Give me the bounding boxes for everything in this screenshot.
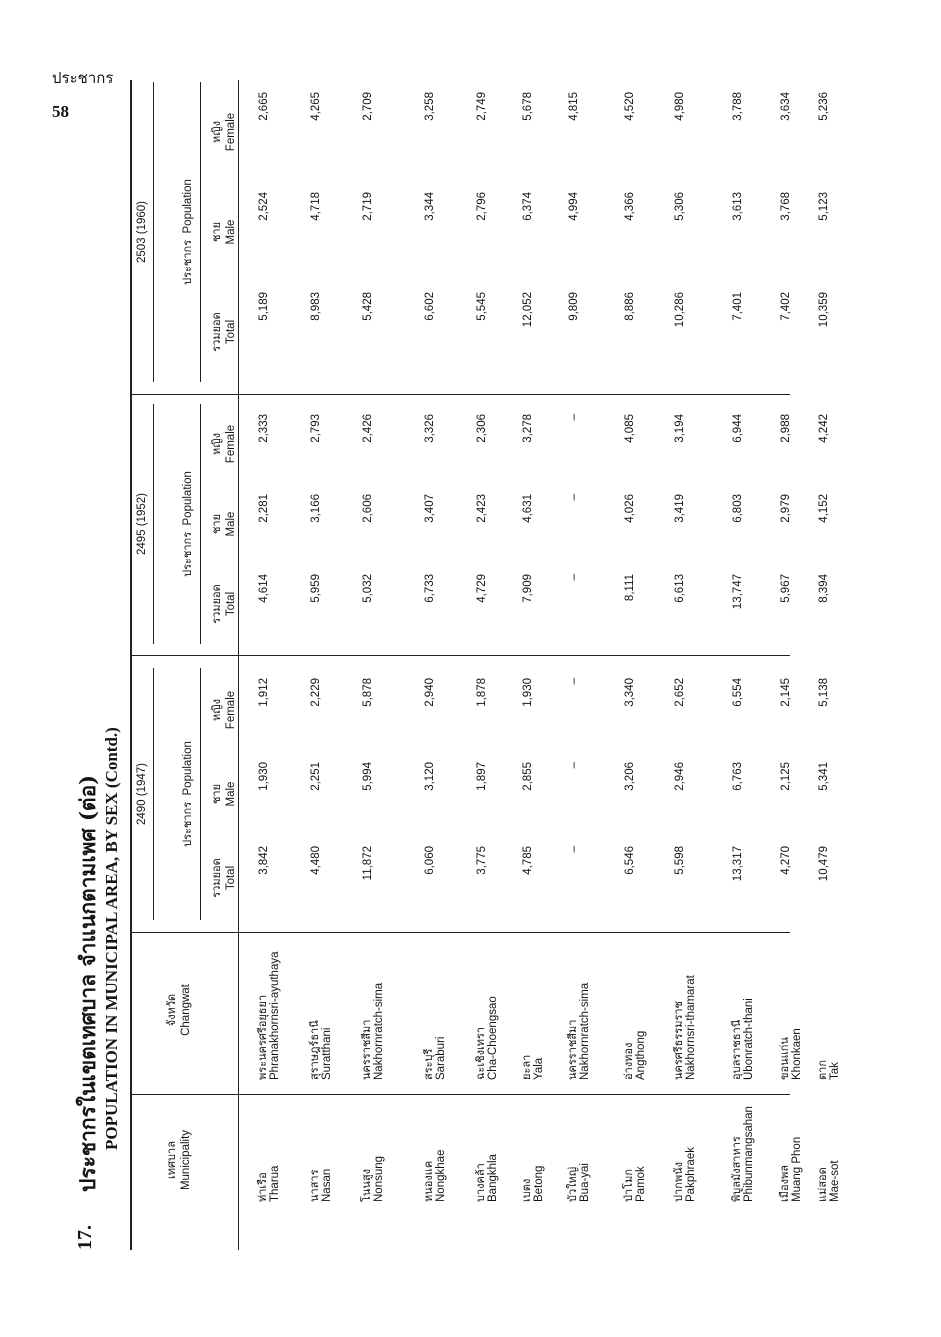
value-cell: 5,236	[818, 92, 830, 121]
value-cell: 3,344	[424, 192, 436, 221]
value-cell: 3,419	[674, 494, 686, 523]
value-cell: 3,258	[424, 92, 436, 121]
value-cell: 3,194	[674, 414, 686, 443]
value-cell: 3,788	[732, 92, 744, 121]
changwat-cell: นครราชสีมา Nakhornratch-sima	[566, 982, 591, 1080]
value-cell: 4,026	[624, 494, 636, 523]
value-cell: 6,733	[424, 574, 436, 603]
value-cell: 1,930	[258, 762, 270, 791]
divider-1952-1960	[130, 394, 790, 395]
value-cell: 5,678	[522, 92, 534, 121]
value-cell: 2,125	[780, 762, 792, 791]
header-bottom-rule	[238, 80, 239, 1250]
subheader-male-2: ชาย Male	[210, 219, 237, 245]
changwat-cell: อุบลราชธานี Ubonratch-thani	[730, 998, 755, 1080]
subheader-total-0: รวมยอด Total	[210, 858, 237, 898]
table-number: 17.	[74, 1225, 96, 1250]
value-cell: –	[568, 846, 580, 853]
value-cell: 4,366	[624, 192, 636, 221]
value-cell: 5,428	[362, 292, 374, 321]
changwat-cell: สุราษฎร์ธานี Suratthani	[308, 1020, 333, 1080]
value-cell: 2,306	[476, 414, 488, 443]
page-number: 58	[52, 102, 69, 121]
value-cell: 2,749	[476, 92, 488, 121]
subheader-total-2: รวมยอด Total	[210, 312, 237, 352]
rotated-table-page	[60, 80, 860, 1250]
value-cell: 2,719	[362, 192, 374, 221]
value-cell: 3,407	[424, 494, 436, 523]
value-cell: 3,768	[780, 192, 792, 221]
value-cell: 4,994	[568, 192, 580, 221]
value-cell: 5,545	[476, 292, 488, 321]
value-cell: 10,479	[818, 846, 830, 882]
subheader-male-1: ชาย Male	[210, 511, 237, 537]
changwat-header: จังหวัด Changwat	[165, 984, 192, 1036]
municipality-cell: ท่าเรือ Tharua	[256, 1165, 281, 1202]
value-cell: 4,614	[258, 574, 270, 603]
value-cell: 5,959	[310, 574, 322, 603]
value-cell: 2,229	[310, 678, 322, 707]
changwat-cell: ฉะเชิงเทรา Cha-Choengsao	[474, 996, 499, 1080]
changwat-cell: สระบุรี Saraburi	[422, 1036, 447, 1080]
value-cell: 5,341	[818, 762, 830, 791]
value-cell: 4,631	[522, 494, 534, 523]
value-cell: 2,665	[258, 92, 270, 121]
municipality-cell: นาสาร Nasan	[308, 1168, 333, 1202]
value-cell: 5,598	[674, 846, 686, 875]
value-cell: 3,166	[310, 494, 322, 523]
value-cell: 5,967	[780, 574, 792, 603]
population-underline-1952	[200, 404, 201, 644]
municipality-cell: ป่าโมก Pamok	[622, 1166, 647, 1202]
value-cell: 7,909	[522, 574, 534, 603]
changwat-cell: นครศรีธรรมราช Nakhornsri-thamarat	[672, 975, 697, 1080]
section-label: ประชากร	[52, 71, 114, 87]
year-1960-header: 2503 (1960)	[136, 200, 148, 264]
value-cell: 2,145	[780, 678, 792, 707]
municipality-cell: พิบูลมังสาหาร Phibunmangsahan	[730, 1106, 755, 1202]
municipality-cell: โนนสูง Nonsung	[360, 1155, 385, 1202]
value-cell: –	[568, 494, 580, 501]
value-cell: 3,120	[424, 762, 436, 791]
subheader-female-2: หญิง Female	[210, 112, 237, 152]
value-cell: 4,242	[818, 414, 830, 443]
value-cell: 7,401	[732, 292, 744, 321]
value-cell: 2,946	[674, 762, 686, 791]
value-cell: 7,402	[780, 292, 792, 321]
changwat-cell: ขอนแก่น Khonkaen	[778, 1028, 803, 1080]
municipality-cell: เบตง Betong	[520, 1165, 545, 1202]
table-title-thai: ประชากรในเขตเทศบาล จำแนกตามเพศ (ต่อ)	[75, 774, 100, 1192]
value-cell: 3,613	[732, 192, 744, 221]
value-cell: 2,940	[424, 678, 436, 707]
value-cell: 2,793	[310, 414, 322, 443]
value-cell: 2,652	[674, 678, 686, 707]
value-cell: 4,980	[674, 92, 686, 121]
value-cell: 2,606	[362, 494, 374, 523]
value-cell: 6,944	[732, 414, 744, 443]
municipality-cell: หนองแค Nongkhae	[422, 1149, 447, 1202]
changwat-cell: ยะลา Yala	[520, 1054, 545, 1080]
value-cell: –	[568, 414, 580, 421]
value-cell: 2,988	[780, 414, 792, 443]
value-cell: 10,359	[818, 292, 830, 328]
value-cell: 3,634	[780, 92, 792, 121]
municipality-cell: เมืองพล Muang Phon	[778, 1136, 803, 1202]
value-cell: 4,718	[310, 192, 322, 221]
value-cell: 8,394	[818, 574, 830, 603]
subheader-female-0: หญิง Female	[210, 690, 237, 730]
year-underline-1947	[153, 668, 154, 920]
municipality-cell: บางคล้า Bangkhla	[474, 1154, 499, 1202]
value-cell: 11,872	[362, 846, 374, 881]
municipality-cell: ปากพนัง Pakphraek	[672, 1147, 697, 1202]
year-underline-1960	[153, 82, 154, 382]
population-header-1952: ประชากร Population	[181, 471, 194, 577]
value-cell: 6,602	[424, 292, 436, 321]
population-underline-1947	[200, 668, 201, 920]
value-cell: 2,423	[476, 494, 488, 523]
value-cell: –	[568, 762, 580, 769]
changwat-cell: อ่างทอง Angthong	[622, 1030, 647, 1080]
value-cell: 4,480	[310, 846, 322, 875]
value-cell: 3,206	[624, 762, 636, 791]
table-title-english: POPULATION IN MUNICIPAL AREA, BY SEX (Contd.)	[102, 727, 121, 1150]
value-cell: 1,930	[522, 678, 534, 707]
value-cell: 6,803	[732, 494, 744, 523]
value-cell: 8,983	[310, 292, 322, 321]
value-cell: 5,994	[362, 762, 374, 791]
value-cell: 5,189	[258, 292, 270, 321]
value-cell: 8,111	[624, 574, 636, 602]
value-cell: 13,317	[732, 846, 744, 882]
value-cell: 13,747	[732, 574, 744, 610]
value-cell: 4,729	[476, 574, 488, 603]
value-cell: –	[568, 574, 580, 581]
divider-municipality-changwat	[130, 1094, 790, 1095]
year-1947-header: 2490 (1947)	[136, 762, 148, 826]
value-cell: 2,709	[362, 92, 374, 121]
value-cell: 6,374	[522, 192, 534, 221]
value-cell: –	[568, 678, 580, 685]
value-cell: 2,333	[258, 414, 270, 443]
value-cell: 3,775	[476, 846, 488, 875]
value-cell: 1,897	[476, 762, 488, 791]
population-underline-1960	[200, 82, 201, 382]
value-cell: 2,281	[258, 494, 270, 523]
value-cell: 6,546	[624, 846, 636, 875]
value-cell: 1,878	[476, 678, 488, 707]
divider-changwat-data	[130, 932, 790, 933]
divider-1947-1952	[130, 655, 790, 656]
value-cell: 4,785	[522, 846, 534, 875]
value-cell: 3,278	[522, 414, 534, 443]
value-cell: 3,842	[258, 846, 270, 875]
value-cell: 5,306	[674, 192, 686, 221]
value-cell: 6,763	[732, 762, 744, 791]
value-cell: 4,152	[818, 494, 830, 523]
value-cell: 2,979	[780, 494, 792, 523]
value-cell: 6,060	[424, 846, 436, 875]
value-cell: 2,796	[476, 192, 488, 221]
changwat-cell: นครราชสีมา Nakhornratch-sima	[360, 982, 385, 1080]
subheader-female-1: หญิง Female	[210, 424, 237, 464]
changwat-cell: พระนครศรีอยุธยา Phranakhornsri-ayuthaya	[256, 951, 281, 1080]
changwat-cell: ตาก Tak	[816, 1060, 841, 1080]
value-cell: 3,340	[624, 678, 636, 707]
subheader-total-1: รวมยอด Total	[210, 584, 237, 624]
value-cell: 5,878	[362, 678, 374, 707]
value-cell: 8,886	[624, 292, 636, 321]
value-cell: 4,815	[568, 92, 580, 121]
municipality-cell: บัวใหญ่ Bua-yai	[566, 1163, 591, 1202]
municipality-cell: แม่สอด Mae-sot	[816, 1160, 841, 1202]
table-top-rule	[130, 80, 132, 1250]
value-cell: 12,052	[522, 292, 534, 328]
value-cell: 4,265	[310, 92, 322, 121]
value-cell: 1,912	[258, 678, 270, 707]
population-header-1947: ประชากร Population	[181, 741, 194, 847]
value-cell: 9,809	[568, 292, 580, 321]
value-cell: 6,613	[674, 574, 686, 603]
value-cell: 3,326	[424, 414, 436, 443]
value-cell: 5,138	[818, 678, 830, 707]
value-cell: 6,554	[732, 678, 744, 707]
value-cell: 2,426	[362, 414, 374, 443]
value-cell: 2,524	[258, 192, 270, 221]
municipality-header: เทศบาล Municipality	[165, 1129, 192, 1191]
value-cell: 5,123	[818, 192, 830, 221]
value-cell: 5,032	[362, 574, 374, 603]
year-1952-header: 2495 (1952)	[136, 492, 148, 556]
value-cell: 4,270	[780, 846, 792, 875]
value-cell: 2,251	[310, 762, 322, 791]
year-underline-1952	[153, 404, 154, 644]
value-cell: 10,286	[674, 292, 686, 328]
value-cell: 4,085	[624, 414, 636, 443]
population-header-1960: ประชากร Population	[181, 179, 194, 285]
value-cell: 2,855	[522, 762, 534, 791]
value-cell: 4,520	[624, 92, 636, 121]
subheader-male-0: ชาย Male	[210, 781, 237, 807]
